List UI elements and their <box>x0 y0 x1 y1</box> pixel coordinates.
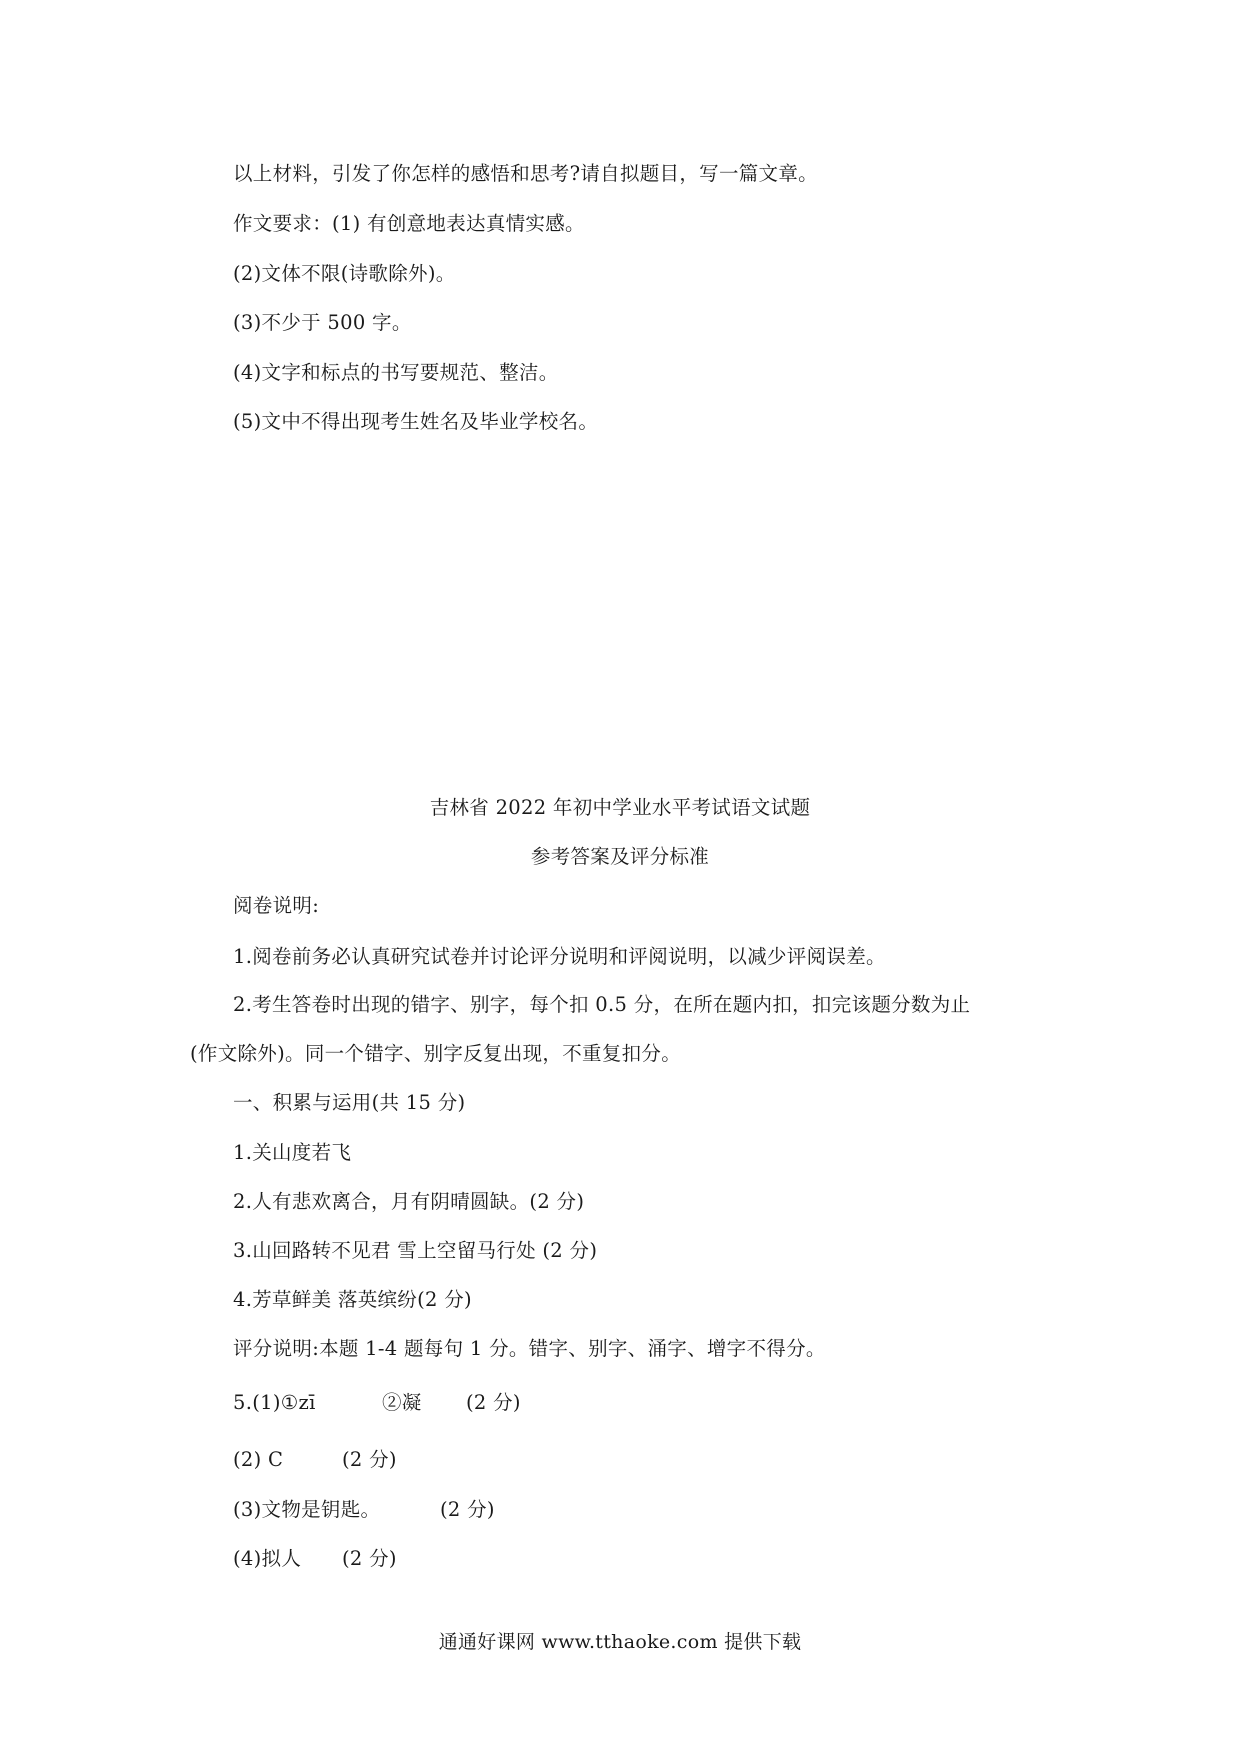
answer-2: 2.人有悲欢离合，月有阴晴圆缺。(2 分) <box>233 1190 585 1213</box>
answer-title: 吉林省 2022 年初中学业水平考试语文试题 <box>429 796 811 819</box>
essay-requirement-4: (4)文字和标点的书写要规范、整洁。 <box>233 361 559 384</box>
answer-1: 1.关山度若飞 <box>233 1141 352 1164</box>
essay-requirement-5: (5)文中不得出现考生姓名及毕业学校名。 <box>233 410 599 433</box>
section-1-heading: 一、积累与运用(共 15 分) <box>233 1091 466 1114</box>
answer-5-4: (4)拟人 <box>233 1547 302 1570</box>
answer-subtitle: 参考答案及评分标准 <box>530 845 710 868</box>
essay-prompt: 以上材料，引发了你怎样的感悟和思考?请自拟题目，写一篇文章。 <box>233 162 818 185</box>
answer-5-3-score: (2 分) <box>440 1498 495 1521</box>
answer-5-4-score: (2 分) <box>342 1547 397 1570</box>
footer-watermark: 通通好课网 www.tthaoke.com 提供下载 <box>438 1631 802 1653</box>
essay-requirement-2: (2)文体不限(诗歌除外)。 <box>233 262 456 285</box>
essay-requirement-3: (3)不少于 500 字。 <box>233 311 412 334</box>
answer-3: 3.山回路转不见君 雪上空留马行处 (2 分) <box>233 1239 598 1262</box>
scoring-note: 评分说明:本题 1-4 题每句 1 分。错字、别字、涌字、增字不得分。 <box>233 1337 826 1360</box>
note-2-line-1: 2.考生答卷时出现的错字、别字，每个扣 0.5 分，在所在题内扣，扣完该题分数为止 <box>233 993 971 1016</box>
answer-4: 4.芳草鲜美 落英缤纷(2 分) <box>233 1288 472 1311</box>
answer-5-3: (3)文物是钥匙。 <box>233 1498 381 1521</box>
note-2-line-2: (作文除外)。同一个错字、别字反复出现，不重复扣分。 <box>190 1042 682 1065</box>
notes-heading: 阅卷说明: <box>233 894 320 917</box>
answer-5-2-score: (2 分) <box>342 1448 397 1471</box>
note-1: 1.阅卷前务必认真研究试卷并讨论评分说明和评阅说明，以减少评阅误差。 <box>233 945 886 968</box>
essay-requirements-intro: 作文要求：(1) 有创意地表达真情实感。 <box>233 212 585 235</box>
answer-5-1-b: ②凝 <box>382 1391 422 1414</box>
answer-5-1: 5.(1)①zī <box>233 1391 316 1414</box>
answer-5-2: (2) C <box>233 1448 284 1471</box>
answer-5-1-score: (2 分) <box>466 1391 521 1414</box>
